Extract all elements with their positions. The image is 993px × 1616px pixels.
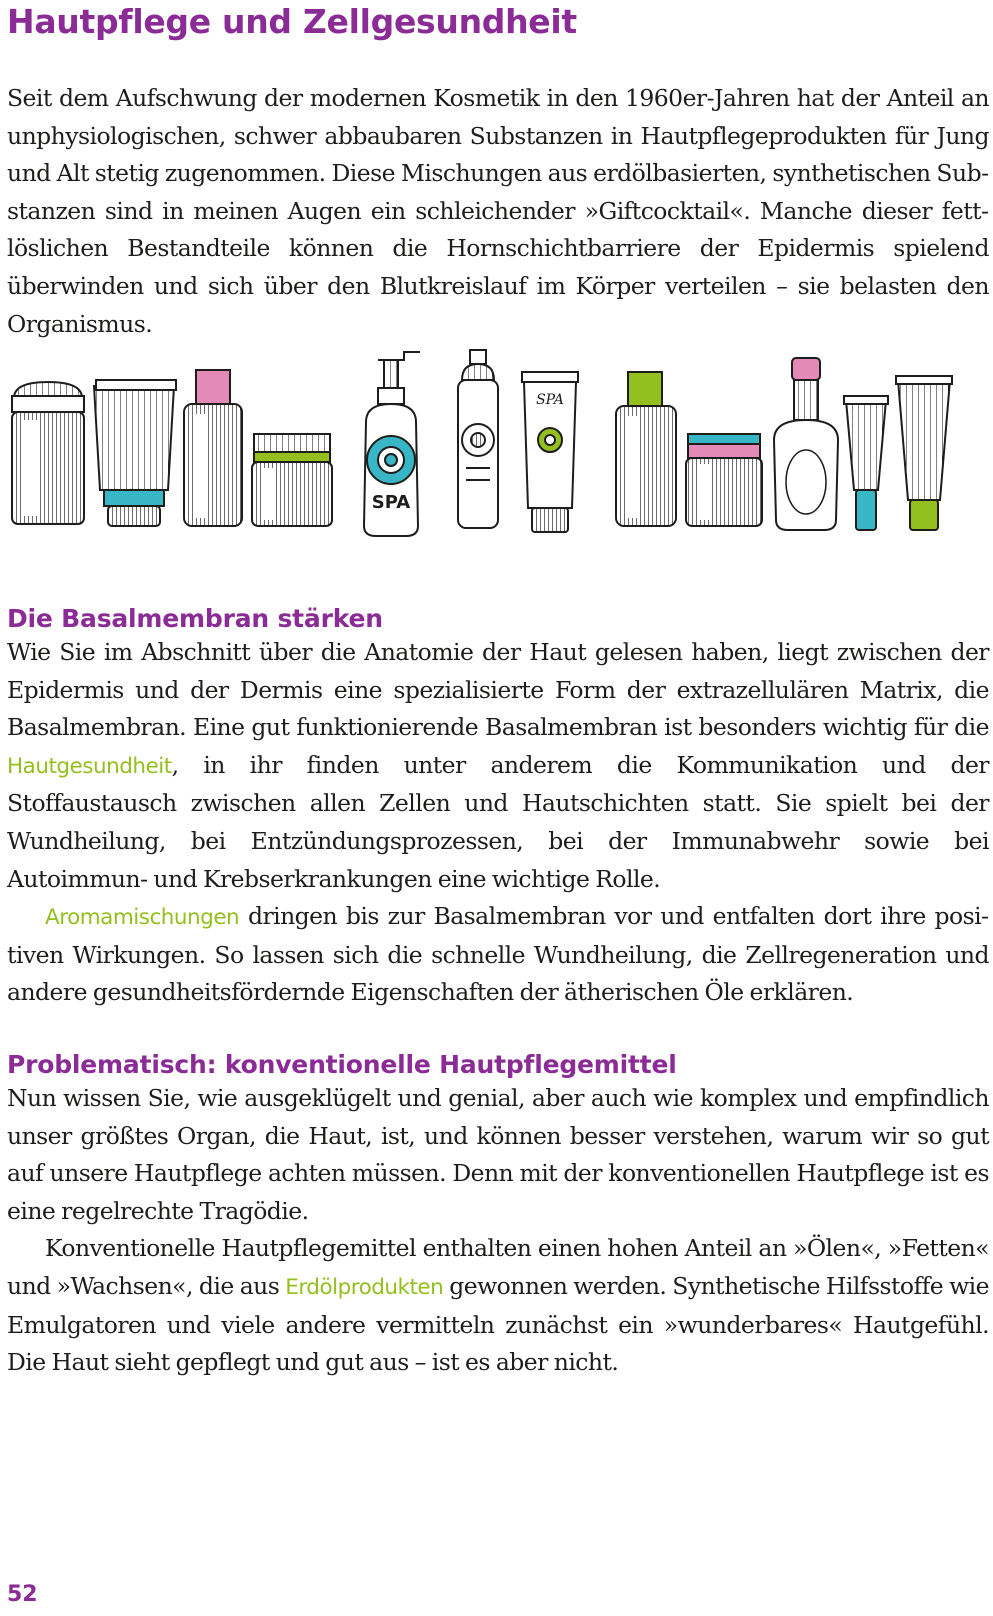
spa-pump-bottle-icon <box>364 352 420 536</box>
intro-text: Seit dem Aufschwung der modernen Kosmetik in den 1960er-Jahren hat der Anteil an unphysiologischen, schwer abbaubaren Substanzen in Hautpflegeprodukten für Jung und Alt stetig zugenommen. Diese Mischungen aus erdölbasierten, synthetischen Substanzen sind in meinen Augen ein schleichender »Giftcocktail«. Manche dieser fettlöslichen Bestandteile können die Hornschichtbarriere der Epidermis spielend überwinden und sich über den Blutkreislauf im Körper verteilen – sie belasten den Organismus. <box>7 84 990 338</box>
basalmembran-text-1: Wie Sie im Abschnitt über die Anatomie der Haut gelesen haben, liegt zwischen der Epidermis und der Dermis eine spezialisierte Form der extrazellulären Matrix, die Basalmembran. Eine gut funktionierende Basalmembran ist besonders wichtig für die <box>7 638 989 742</box>
spa-tube-label: SPA <box>536 392 564 408</box>
problematisch-paragraph-1: Nun wissen Sie, wie ausgeklügelt und genial, aber auch wie komplex und empfindlich unser größtes Organ, die Haut, ist, und können besser verstehen, warum wir so gut auf unsere Hautpflege achten müssen. Denn mit der konventionellen Hautpflege ist es eine regelrechte Tragödie. <box>7 1084 989 1225</box>
basalmembran-text-2: , in ihr finden unter anderem die Kommunikation und der Stoffaustausch zwischen allen Zellen und Hautschichten statt. Sie spielt bei der Wundheilung, bei Entzündungsprozessen, bei der Immunabwehr sowie bei Autoimmun- und Krebserkrankungen eine wichtige Rolle. <box>7 750 989 893</box>
erdoelprodukten-link[interactable]: Erdölprodukten <box>285 1274 444 1300</box>
tall-tube-icon <box>896 376 952 530</box>
problematisch-text-2: gewonnen werden. Synthetische Hilfsstoffe wie Emulgatoren und viele andere vermitteln zunächst ein »wunderbares« Hautgefühl. Die Haut sieht gepflegt und gut aus – ist es aber nicht. <box>7 1271 989 1377</box>
cream-jar-icon <box>12 382 84 524</box>
problematisch-text-1: Konventionelle Hautpflegemittel enthalten einen hohen Anteil an »Ölen«, »Fetten« und »Wachsen«, die aus <box>7 1234 989 1300</box>
basalmembran-paragraph-1 <box>7 634 989 898</box>
pink-cap-bottle-icon <box>184 370 242 526</box>
problematisch-section-body <box>7 1080 989 1382</box>
basalmembran-paragraph-2 <box>7 898 989 1012</box>
serum-pump-bottle-icon <box>774 358 838 530</box>
cream-tube-icon <box>94 380 176 526</box>
spray-can-icon <box>458 350 498 528</box>
section-heading-problematisch: Problematisch: konventionelle Hautpflegemittel <box>7 1050 677 1079</box>
aromamischungen-link[interactable]: Aromamischungen <box>45 905 240 931</box>
spa-tube-icon <box>522 372 578 532</box>
page-number: 52 <box>7 1582 38 1607</box>
hautgesundheit-link[interactable]: Hautgesundheit <box>7 753 172 779</box>
page-title: Hautpflege und Zellgesundheit <box>7 2 577 41</box>
basalmembran-section-body <box>7 634 989 1012</box>
intro-paragraph <box>7 80 989 343</box>
green-cap-bottle-icon <box>616 372 676 526</box>
section-heading-basalmembran: Die Basalmembran stärken <box>7 604 383 633</box>
basalmembran-text-3: dringen bis zur Basalmembran vor und entfalten dort ihre positiven Wirkungen. So lassen sich die schnelle Wundheilung, die Zellregeneration und andere gesundheitsfördernde Eigenschaften der ätherischen Öle erklären. <box>7 902 989 1007</box>
green-band-jar-icon <box>252 434 332 526</box>
teal-pink-jar-icon <box>686 434 762 526</box>
cosmetics-illustration <box>0 340 993 545</box>
small-tube-icon <box>844 396 888 530</box>
problematisch-paragraph-2 <box>7 1230 989 1381</box>
spa-label: SPA <box>371 492 411 513</box>
